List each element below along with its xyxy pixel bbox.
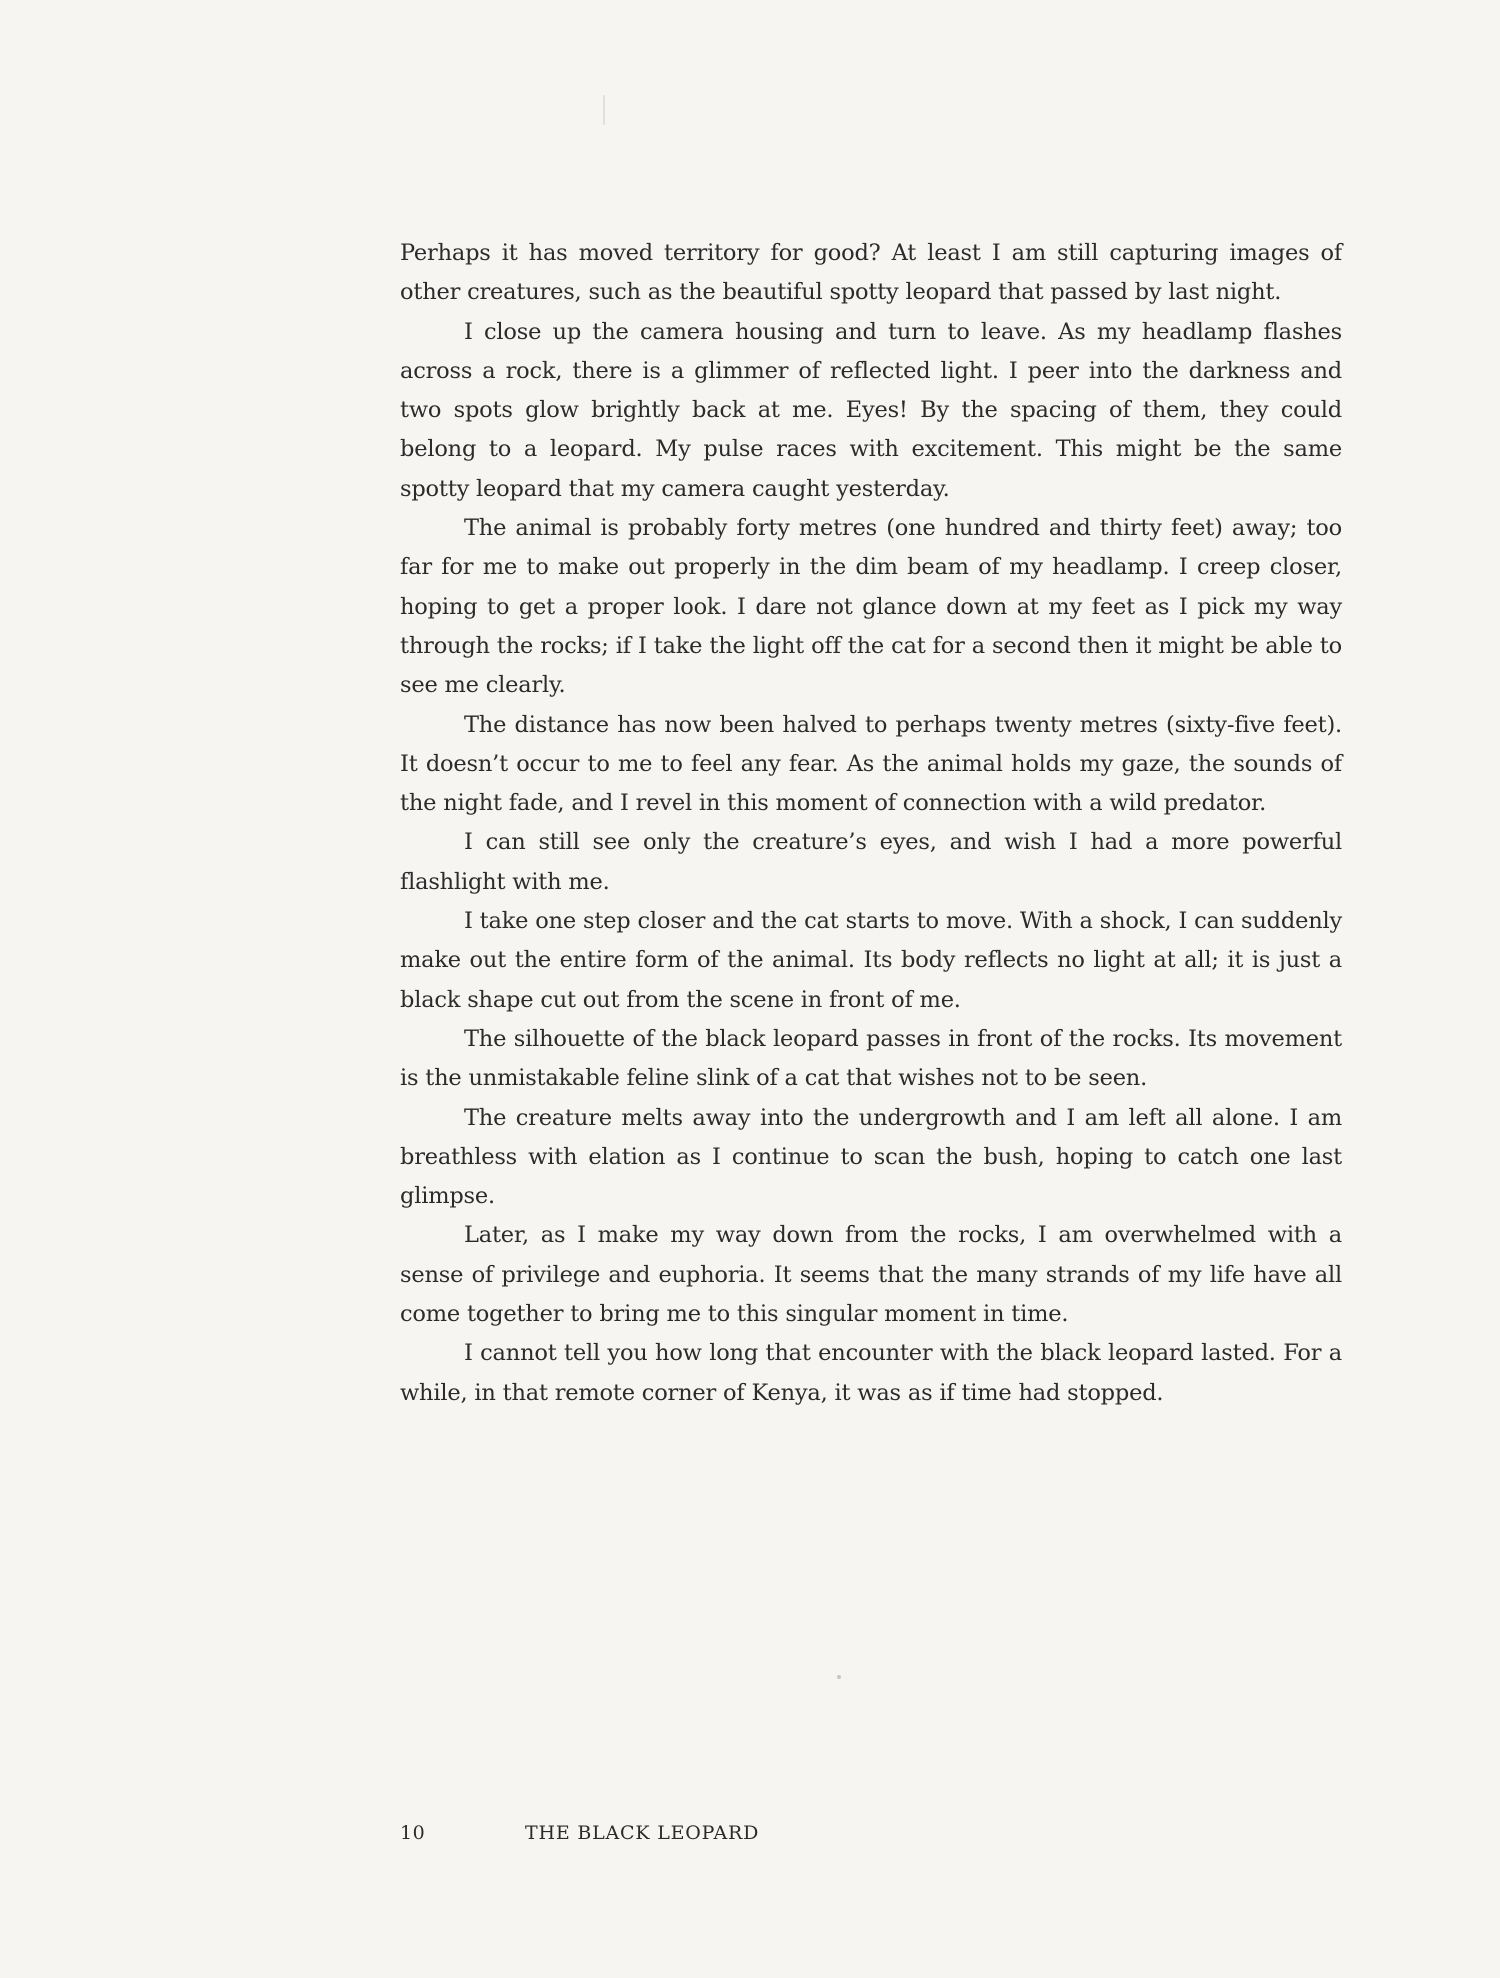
- paragraph: I close up the camera housing and turn to leave. As my headlamp flashes across a rock, there is a glimmer of reflected light. I peer into the darkness and two spots glow brightly back at me. Eyes! By the spacing of them, they could belong to a leopard. My pulse races with excitement. This might be the same spotty leopard that my camera caught yesterday.: [400, 318, 1342, 502]
- paragraph: Later, as I make my way down from the rocks, I am overwhelmed with a sense of privilege and euphoria. It seems that the many strands of my life have all come together to bring me to this singular moment in time.: [400, 1222, 1342, 1328]
- paragraph: I cannot tell you how long that encounter with the black leopard lasted. For a while, in that remote corner of Kenya, it was as if time had stopped.: [400, 1340, 1342, 1406]
- paper-speck: [837, 1675, 841, 1679]
- paragraph: I take one step closer and the cat starts to move. With a shock, I can suddenly make out the entire form of the animal. Its body reflects no light at all; it is just a black shape cut out from the scene in front of me.: [400, 908, 1342, 1013]
- page-number: 10: [400, 1822, 426, 1844]
- paper-speck: [603, 95, 605, 125]
- paragraph: The creature melts away into the undergrowth and I am left all alone. I am breathless with elation as I continue to scan the bush, hoping to catch one last glimpse.: [400, 1104, 1342, 1210]
- body-text: [400, 234, 1342, 1413]
- running-head: THE BLACK LEOPARD: [525, 1822, 760, 1844]
- paragraph: The silhouette of the black leopard passes in front of the rocks. Its movement is the unmistakable feline slink of a cat that wishes not to be seen.: [400, 1025, 1342, 1092]
- paragraph: Perhaps it has moved territory for good? At least I am still capturing images of other creatures, such as the beautiful spotty leopard that passed by last night.: [400, 240, 1342, 306]
- paragraph: I can still see only the creature’s eyes, and wish I had a more powerful flashlight with me.: [400, 829, 1342, 895]
- paragraph: The animal is probably forty metres (one hundred and thirty feet) away; too far for me to make out properly in the dim beam of my headlamp. I creep closer, hoping to get a proper look. I dare not glance down at my feet as I pick my way through the rocks; if I take the light off the cat for a second then it might be able to see me clearly.: [400, 515, 1342, 699]
- paragraph: The distance has now been halved to perhaps twenty metres (sixty-five feet). It doesn’t occur to me to feel any fear. As the animal holds my gaze, the sounds of the night fade, and I revel in this moment of connection with a wild predator.: [400, 711, 1342, 817]
